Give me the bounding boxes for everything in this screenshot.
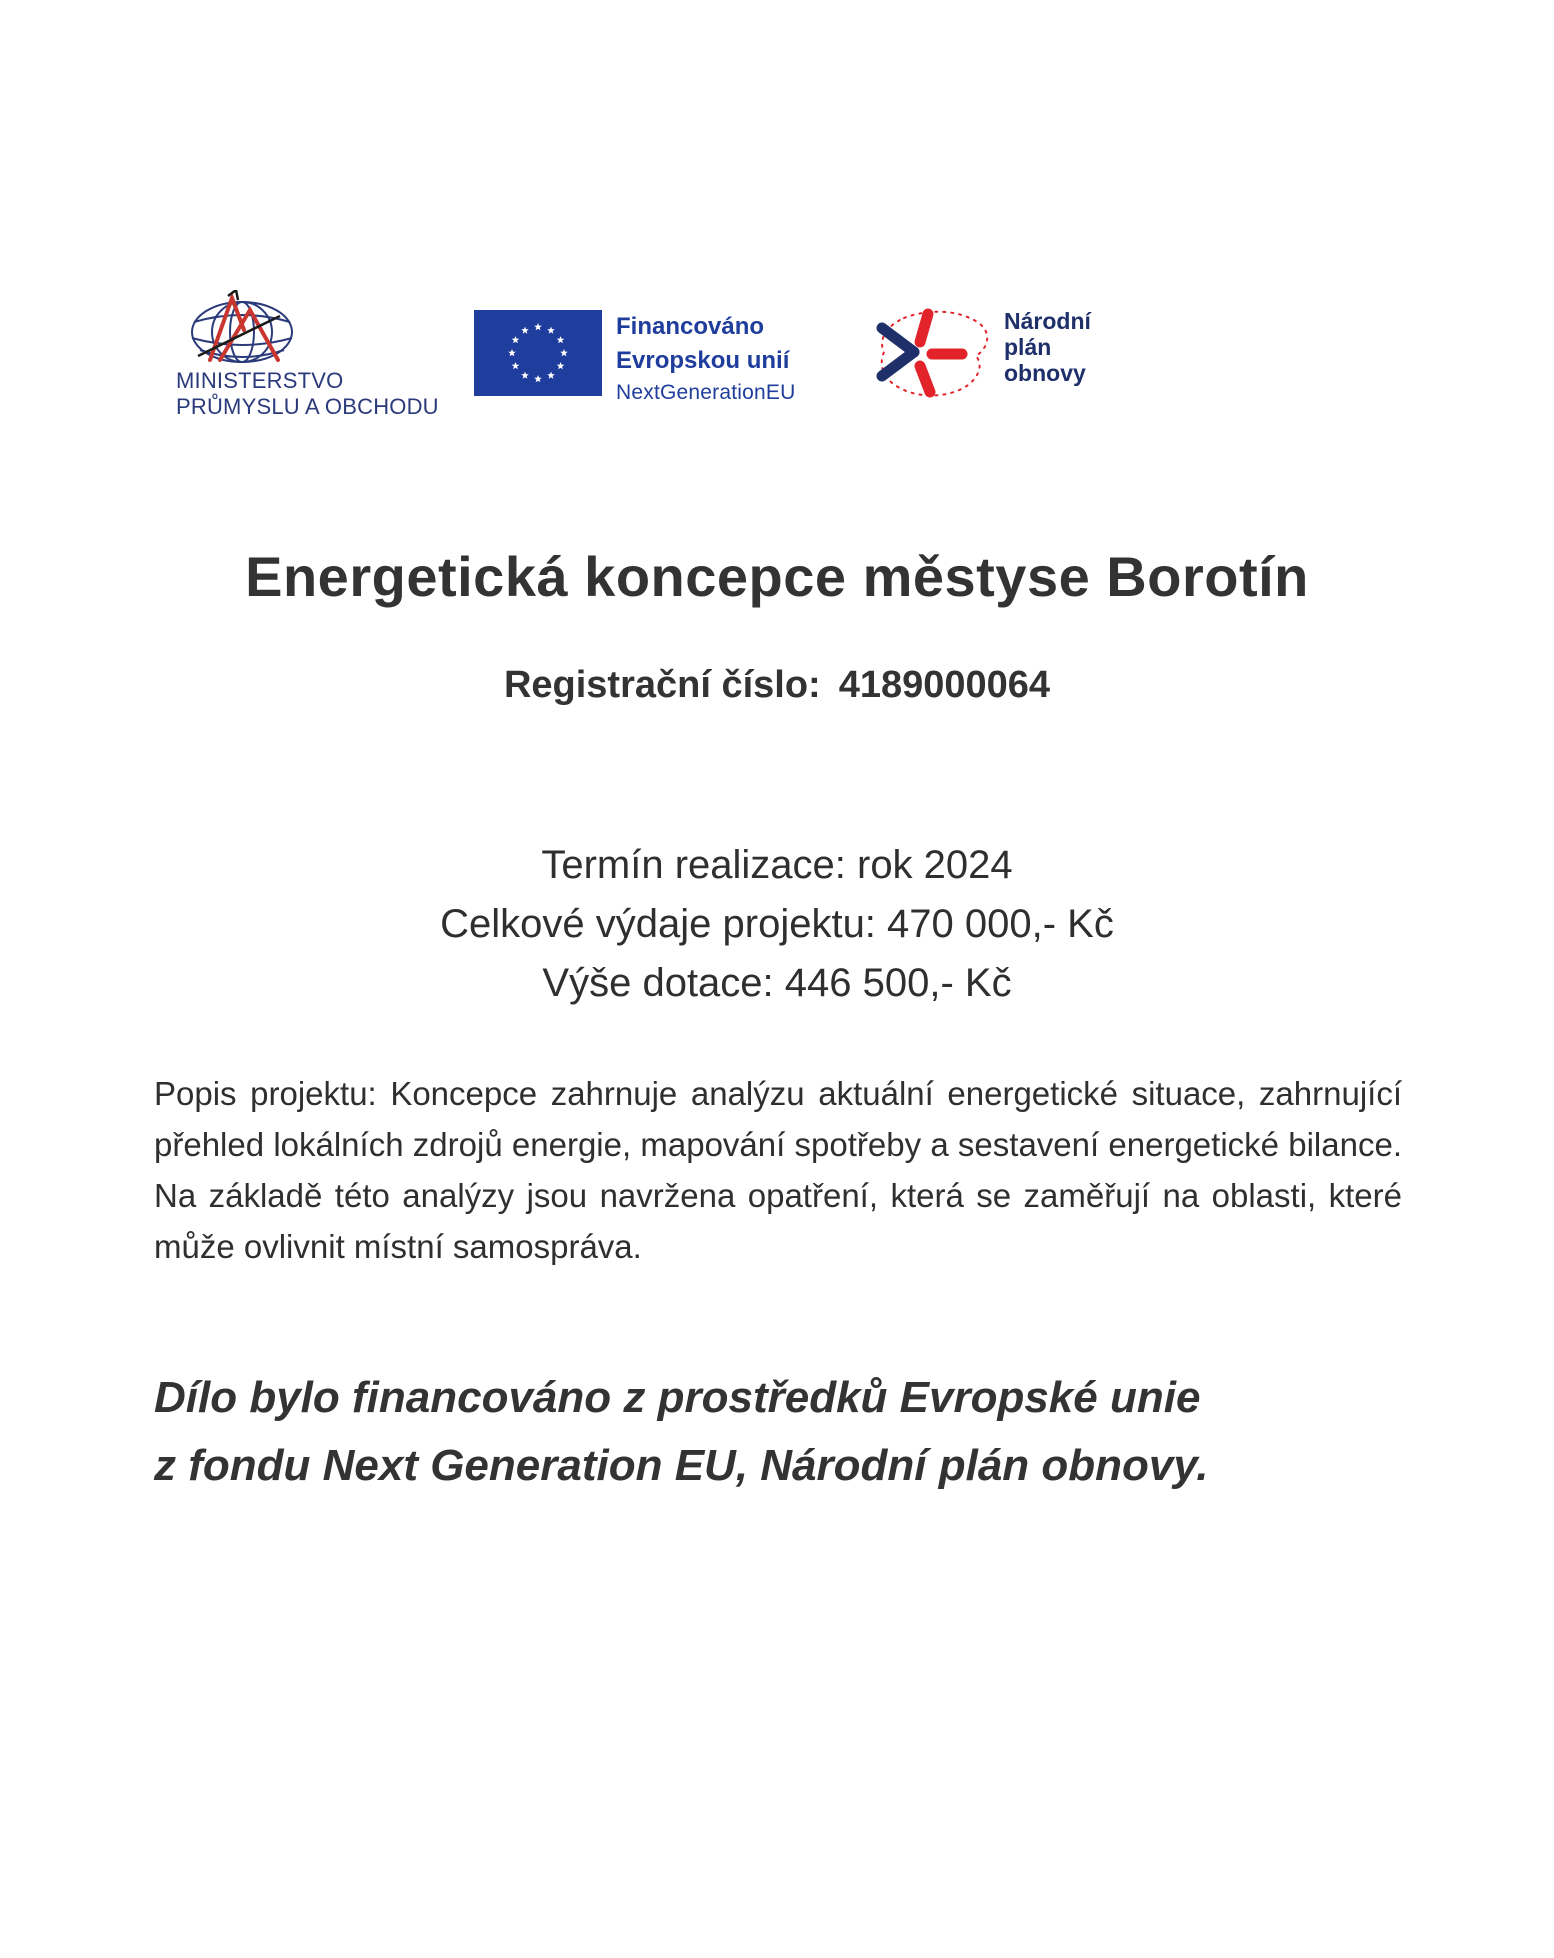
npo-text-line2: plán	[1004, 334, 1052, 360]
fact-subsidy-amount: Výše dotace: 446 500,- Kč	[542, 961, 1012, 1005]
eu-text-line2: Evropskou unií	[616, 347, 790, 374]
npo-logo	[870, 300, 1130, 410]
eu-star-icon	[560, 349, 568, 356]
eu-star-icon	[512, 362, 520, 369]
project-facts	[0, 836, 1554, 1013]
page-title: Energetická koncepce městyse Borotín	[245, 545, 1309, 608]
eu-star-icon	[521, 326, 529, 333]
funding-statement-line1: Dílo bylo financováno z prostředků Evropské unie	[154, 1373, 1201, 1422]
eu-star-icon	[557, 362, 565, 369]
fact-total-costs: Celkové výdaje projektu: 470 000,- Kč	[440, 902, 1114, 946]
funding-statement	[154, 1364, 1414, 1500]
eu-star-icon	[508, 349, 516, 356]
eu-funding-logo	[474, 310, 834, 420]
eu-star-icon	[547, 372, 555, 379]
registration-number	[0, 664, 1554, 707]
globe-arrows-icon	[180, 290, 300, 366]
eu-star-icon	[557, 336, 565, 343]
registration-label: Registrační číslo:	[503, 664, 821, 706]
eu-text-line3: NextGenerationEU	[616, 381, 796, 404]
eu-star-icon	[547, 326, 555, 333]
npo-text-line1: Národní	[1004, 308, 1091, 334]
project-description: Popis projektu: Koncepce zahrnuje analýzu aktuální energetické situace, zahrnující přehled lokálních zdrojů energie, mapování spotřeby a sestavení energetické bilance. Na základě této analýzy jsou navržena opatření, která se zaměřují na oblasti, které může ovlivnit místní samospráva.	[154, 1075, 1402, 1265]
ministry-name-line1: MINISTERSTVO	[176, 368, 344, 393]
fact-realization-term: Termín realizace: rok 2024	[541, 843, 1013, 887]
eu-star-icon	[521, 372, 529, 379]
funding-statement-line2: z fondu Next Generation EU, Národní plán obnovy.	[154, 1441, 1209, 1490]
ministry-logo	[176, 290, 456, 419]
ministry-name-line2: PRŮMYSLU A OBCHODU	[176, 394, 439, 419]
eu-star-icon	[512, 336, 520, 343]
eu-star-icon	[534, 323, 542, 330]
registration-value: 4189000064	[838, 664, 1051, 706]
eu-star-icon	[534, 375, 542, 382]
eu-flag-icon	[474, 310, 602, 396]
eu-text-line1: Financováno	[616, 313, 765, 340]
npo-text-line3: obnovy	[1004, 360, 1086, 386]
npo-arrow-icon	[870, 300, 1000, 410]
logo-bar	[0, 280, 1554, 430]
